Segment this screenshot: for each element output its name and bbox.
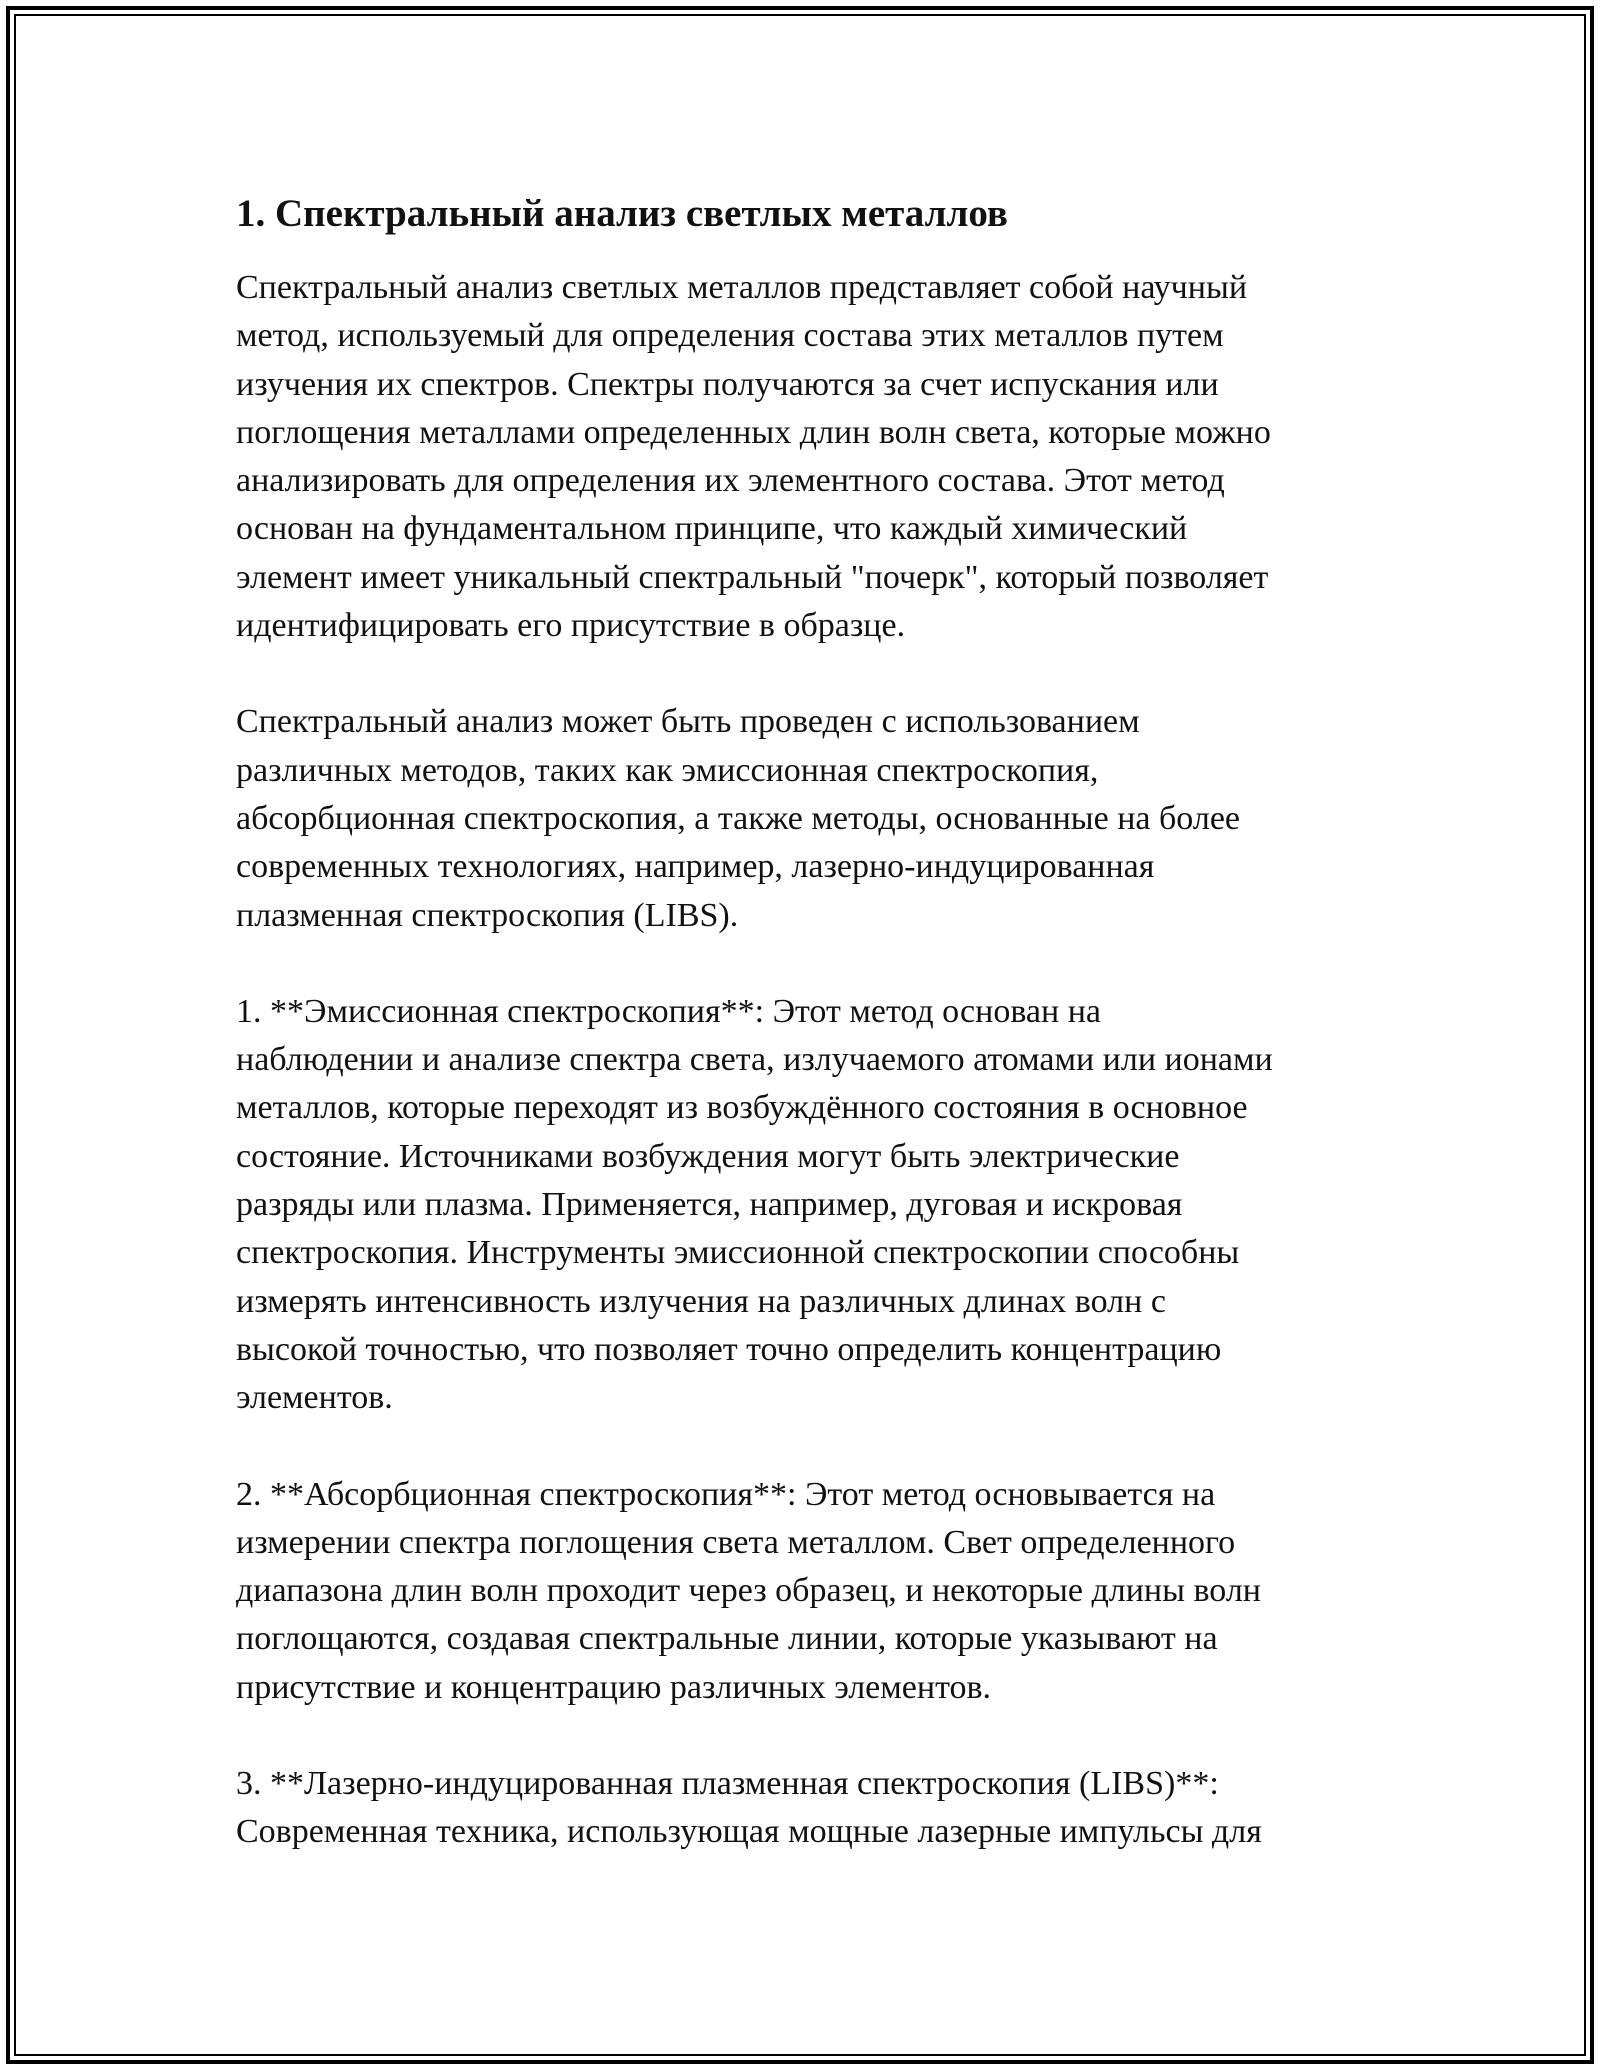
text-line: метод, используемый для определения состава этих металлов путем <box>236 317 1224 355</box>
text-line: элементов. <box>236 1379 393 1417</box>
text-line: измерении спектра поглощения света металлом. Свет определенного <box>236 1523 1236 1561</box>
list-item-libs <box>236 1760 1376 1857</box>
list-item-emission <box>236 988 1376 1423</box>
text-line: элемент имеет уникальный спектральный "почерк", который позволяет <box>236 558 1269 596</box>
text-line: анализировать для определения их элементного состава. Этот метод <box>236 462 1225 500</box>
text-line: идентифицировать его присутствие в образце. <box>236 607 906 645</box>
text-line: металлов, которые переходят из возбуждённого состояния в основное <box>236 1089 1248 1127</box>
text-line: разряды или плазма. Применяется, например, дуговая и искровая <box>236 1186 1183 1224</box>
list-item-absorption <box>236 1471 1376 1712</box>
text-line: Современная техника, использующая мощные лазерные импульсы для <box>236 1813 1262 1851</box>
text-line: спектроскопия. Инструменты эмиссионной спектроскопии способны <box>236 1234 1240 1272</box>
text-line: 1. **Эмиссионная спектроскопия**: Этот метод основан на <box>236 992 1101 1030</box>
text-line: поглощения металлами определенных длин волн света, которые можно <box>236 413 1271 451</box>
text-line: современных технологиях, например, лазерно-индуцированная <box>236 848 1155 886</box>
text-line: плазменная спектроскопия (LIBS). <box>236 896 739 934</box>
document-body <box>236 184 1376 1905</box>
paragraph-methods <box>236 698 1376 939</box>
text-line: Спектральный анализ может быть проведен с использованием <box>236 703 1140 741</box>
text-line: Спектральный анализ светлых металлов представляет собой научный <box>236 269 1248 306</box>
section-heading: 1. Спектральный анализ светлых металлов <box>236 192 1008 235</box>
text-line: изучения их спектров. Спектры получаются за счет испускания или <box>236 365 1219 403</box>
text-line: абсорбционная спектроскопия, а также методы, основанные на более <box>236 799 1240 837</box>
text-line: присутствие и концентрацию различных элементов. <box>236 1668 992 1706</box>
text-line: 3. **Лазерно-индуцированная плазменная спектроскопия (LIBS)**: <box>236 1765 1219 1803</box>
text-line: состояние. Источниками возбуждения могут быть электрические <box>236 1137 1180 1175</box>
text-line: 2. **Абсорбционная спектроскопия**: Этот метод основывается на <box>236 1475 1216 1513</box>
paragraph-intro <box>236 264 1376 650</box>
text-line: измерять интенсивность излучения на различных длинах волн с <box>236 1282 1166 1320</box>
text-line: поглощаются, создавая спектральные линии, которые указывают на <box>236 1620 1218 1658</box>
text-line: высокой точностью, что позволяет точно определить концентрацию <box>236 1330 1222 1368</box>
text-line: основан на фундаментальном принципе, что каждый химический <box>236 510 1188 548</box>
text-line: наблюдении и анализе спектра света, излучаемого атомами или ионами <box>236 1041 1273 1079</box>
text-line: диапазона длин волн проходит через образец, и некоторые длины волн <box>236 1572 1261 1610</box>
text-line: различных методов, таких как эмиссионная спектроскопия, <box>236 751 1099 789</box>
